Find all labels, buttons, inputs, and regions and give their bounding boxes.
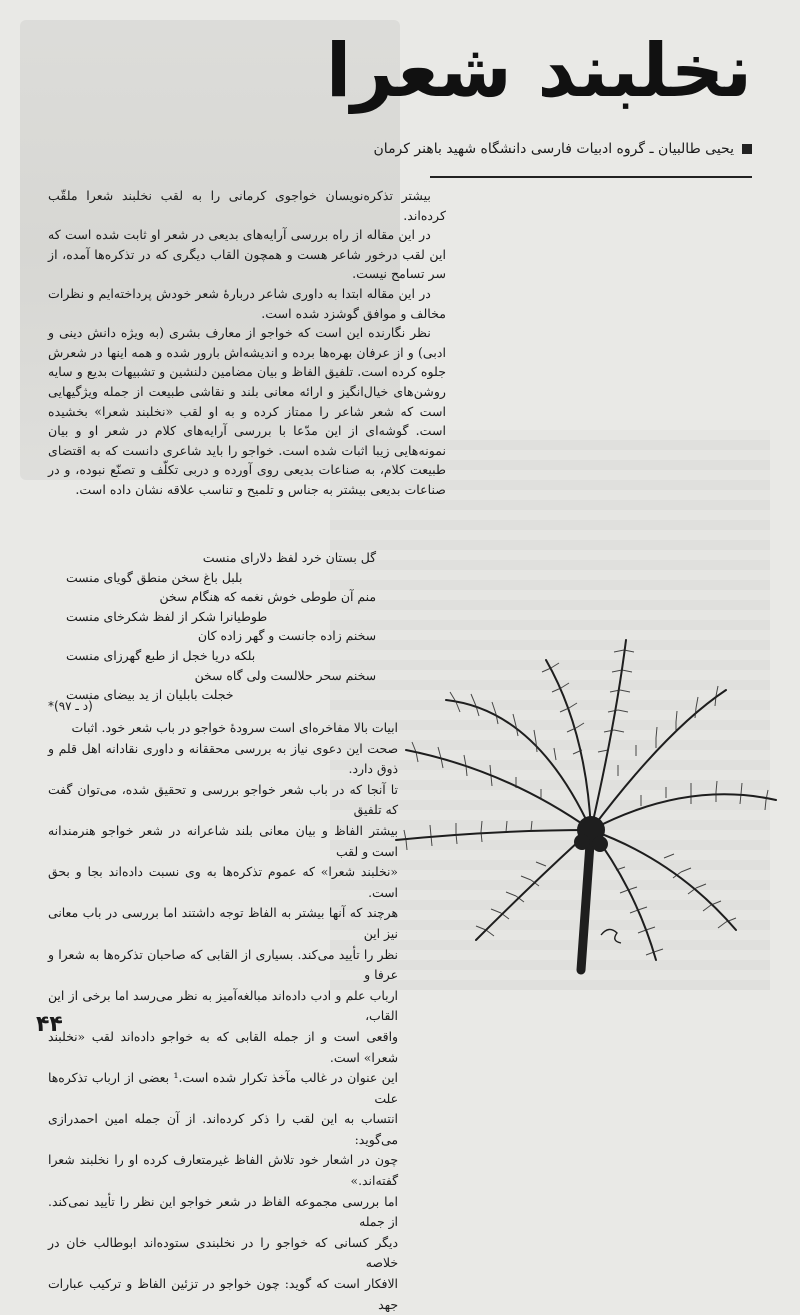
text-line: انتساب به این لقب را ذکر کرده‌اند. از آن جمله امین احمدرازی می‌گوید: xyxy=(48,1111,398,1147)
intro-text xyxy=(48,186,446,500)
article-title: نخلبند شعرا xyxy=(325,28,752,114)
page-number: ۴۴ xyxy=(36,1012,63,1037)
bullet-square-icon xyxy=(742,144,752,154)
body-text xyxy=(48,718,398,1315)
text-line: اما بررسی مجموعه الفاظ در شعر خواجو این نظر را تأیید نمی‌کند. از جمله xyxy=(48,1193,398,1230)
text-line: الافکار است که گوید: چون خواجو در تزئین الفاظ و ترکیب عبارات جهد xyxy=(48,1276,398,1312)
author-text: یحیی طالبیان ـ گروه ادبیات فارسی دانشگاه شهید باهنر کرمان xyxy=(373,141,734,157)
text-line: هرچند که آنها بیشتر به الفاظ توجه داشتند اما بررسی در باب معانی نیز این xyxy=(48,905,398,941)
text-line: این عنوان در غالب مآخذ تکرار شده است.¹ بعضی از ارباب تذکره‌ها علت xyxy=(48,1070,399,1106)
paragraph: بیشتر تذکره‌نویسان خواجوی کرمانی را به لقب نخلبند شعرا ملقّب کرده‌اند. xyxy=(48,188,446,223)
author-byline xyxy=(374,141,752,157)
text-line: تا آنجا که در باب شعر خواجو بررسی و تحقیق شده، می‌توان گفت که تلفیق xyxy=(48,781,398,818)
verse-line: گل بستان خرد لفظ دلارای منست xyxy=(202,550,376,565)
text-line: واقعی است و از جمله القابی که به خواجو داده‌اند لقب «نخلبند شعرا» است. xyxy=(48,1028,398,1065)
verse-line: منم آن طوطی خوش نغمه که هنگام سخن xyxy=(159,589,376,605)
text-line: دیگر کسانی که خواجو را در نخلبندی ستوده‌اند ابوطالب خان در خلاصه xyxy=(48,1234,398,1271)
palm-tree-illustration xyxy=(386,630,786,1000)
verse-line: سخنم سحر حلالست ولی گاه سخن xyxy=(194,667,376,683)
poem-verse xyxy=(66,548,376,705)
paragraph: در این مقاله از راه بررسی آرایه‌های بدیعی در شعر او ثابت شده است که این لقب درخور شاعر هست و همچون القاب دیگری که در تذکره‌ها آمده، از سر تسامح نیست. xyxy=(48,227,446,282)
verse-line: سخنم زاده جانست و گهر زاده کان xyxy=(197,628,376,644)
text-line: نظر را تأیید می‌کند. بسیاری از القابی که صاحبان تذکره‌ها به شعرا و عرفا و xyxy=(48,946,398,983)
verse-line: خجلت بابلیان از ید بیضای منست xyxy=(66,687,234,703)
verse-line: بلکه دریا خجل از طبع گهرزای منست xyxy=(66,647,256,663)
verse-line: طوطیانرا شکر از لفظ شکرخای منست xyxy=(66,608,268,624)
text-line: «نخلبند شعرا» که عموم تذکره‌ها به وی نسبت داده‌اند بجا و بحق است. xyxy=(48,864,398,900)
text-line: ارباب علم و ادب داده‌اند مبالغه‌آمیز به نظر می‌رسد اما برخی از این القاب، xyxy=(48,987,398,1024)
text-line: چون در اشعار خود تلاش الفاظ غیرمتعارف کرده او را نخلبند شعرا گفته‌اند.» xyxy=(48,1152,398,1189)
text-line: ابیات بالا مفاخره‌ای است سرودهٔ خواجو در باب شعر خود. اثبات xyxy=(71,720,398,735)
verse-line: بلبل باغ سخن منطق گویای منست xyxy=(66,569,243,585)
verse-citation: (د ـ ۹۷)* xyxy=(48,699,93,713)
paragraph: نظر نگارنده این است که خواجو از معارف بشری (به ویژه دانش دینی و ادبی) و از عرفان بهره‌ها برده و اندیشه‌اش بارور شده و همه اینها در شعرش جلوه کرده است. تلفیق الفاظ و بیان مضامین دلنشین و تشبیهات بدیع و سایه روشن‌های خیال‌انگیز و ارائه معانی بلند و نقاشی طبیعت از جمله ویژگیهایی است که شعر شاعر را ممتاز کرده و به او لقب «نخلبند شعرا» بخشیده است. گوشه‌ای از این مدّعا با بررسی آرایه‌های کلام در شعر او و بیان نمونه‌هایی زیبا اثبات شده است. خواجو را باید شاعری دانست که به اقتضای طبیعت کلام، به صناعات بدیعی روی آورده و دربی تکلّف و تصنّع نبوده، و در صناعات بدیعی بیشتر به جناس و تلمیح و تناسب علاقه نشان داده است. xyxy=(48,325,446,497)
text-line: بیشتر الفاظ و بیان معانی بلند شاعرانه در شعر خواجو هنرمندانه است و لقب xyxy=(48,822,398,859)
text-line: صحت این دعوی نیاز به بررسی محققانه و داوری نقادانه اهل قلم و ذوق دارد. xyxy=(48,740,398,777)
title-rule xyxy=(430,176,752,178)
paragraph: در این مقاله ابتدا به داوری شاعر دربارهٔ شعر خودش پرداخته‌ایم و نظرات مخالف و موافق گوشزد شده است. xyxy=(48,285,446,321)
